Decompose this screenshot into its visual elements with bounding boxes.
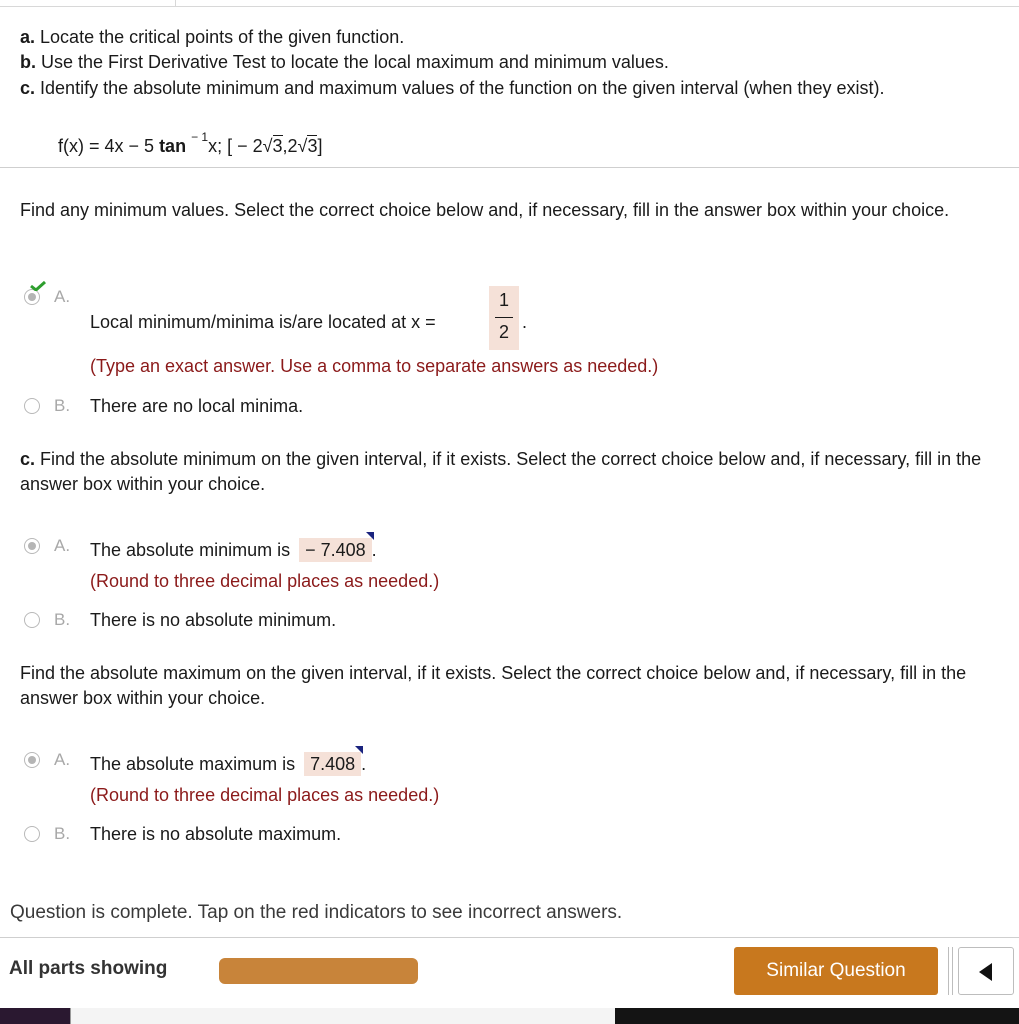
similar-question-button[interactable]: Similar Question bbox=[734, 947, 938, 995]
completion-status: Question is complete. Tap on the red indicators to see incorrect answers. bbox=[10, 902, 623, 923]
q3-choice-a-line bbox=[90, 752, 366, 776]
function-exponent: − 1 bbox=[191, 130, 209, 144]
top-divider bbox=[0, 6, 1019, 7]
q2-prompt-text: Find the absolute minimum on the given interval, if it exists. Select the correct choice below and, if necessary, fill in the answer box within your choice. bbox=[20, 449, 982, 494]
q1-choice-b-text: There are no local minima. bbox=[90, 396, 304, 416]
instruction-b-label: b. bbox=[20, 52, 36, 72]
q2-prompt-label: c. bbox=[20, 449, 36, 469]
q1-choice-a-letter: A. bbox=[54, 287, 71, 306]
q1-answer-box[interactable] bbox=[489, 286, 519, 350]
function-expression bbox=[58, 129, 322, 158]
q2-choice-a-hint: (Round to three decimal places as needed.) bbox=[90, 571, 440, 591]
fraction-bar bbox=[495, 317, 513, 318]
sqrt-sign-icon: √ bbox=[262, 136, 273, 156]
q3-answer-box[interactable] bbox=[304, 752, 361, 776]
function-prefix: f(x) = 4x − 5 bbox=[58, 136, 155, 156]
q3-choice-a-text: The absolute maximum is bbox=[90, 754, 296, 774]
q3-choice-a-letter: A. bbox=[54, 750, 71, 769]
instruction-c bbox=[20, 76, 884, 100]
q2-choice-b-letter: B. bbox=[54, 610, 71, 629]
instruction-a-text: Locate the critical points of the given function. bbox=[40, 27, 405, 47]
function-mid: ,2 bbox=[282, 136, 298, 156]
q2-choice-b-radio[interactable] bbox=[24, 612, 40, 628]
function-close: ] bbox=[317, 136, 323, 156]
function-sqrt-1: 3 bbox=[272, 136, 283, 156]
fraction-numerator: 1 bbox=[498, 290, 509, 310]
q3-choice-b-text: There is no absolute maximum. bbox=[90, 824, 342, 844]
q3-period: . bbox=[361, 754, 367, 774]
q2-choice-b-text: There is no absolute minimum. bbox=[90, 610, 337, 630]
answer-corner-marker-icon bbox=[366, 532, 374, 540]
q3-prompt: Find the absolute maximum on the given interval, if it exists. Select the correct choice below and, if necessary, fill in the answer box within your choice. bbox=[20, 663, 967, 708]
q1-choice-b-letter: B. bbox=[54, 396, 71, 415]
all-parts-label: All parts showing bbox=[9, 958, 168, 979]
q2-prompt bbox=[20, 447, 1015, 497]
bottom-taskbar-window bbox=[70, 1008, 616, 1024]
q2-choice-a-line bbox=[90, 538, 377, 562]
progress-bar bbox=[219, 958, 418, 984]
q1-choice-a-text: Local minimum/minima is/are located at x = bbox=[90, 312, 436, 332]
instruction-c-text: Identify the absolute minimum and maximum values of the function on the given interval (when they exist). bbox=[40, 78, 885, 98]
q3-choice-a-radio[interactable] bbox=[24, 752, 40, 768]
function-suffix: x; [ − 2 bbox=[208, 136, 263, 156]
q3-choice-a-hint: (Round to three decimal places as needed.) bbox=[90, 785, 440, 805]
function-tan: tan bbox=[159, 136, 187, 156]
fraction-denominator: 2 bbox=[498, 322, 509, 342]
instruction-a bbox=[20, 25, 404, 49]
q1-choice-b-radio[interactable] bbox=[24, 398, 40, 414]
q2-answer-box[interactable] bbox=[299, 538, 372, 562]
q3-choice-b-radio[interactable] bbox=[24, 826, 40, 842]
q1-period: . bbox=[522, 312, 528, 332]
q2-choice-a-text: The absolute minimum is bbox=[90, 540, 291, 560]
q1-prompt: Find any minimum values. Select the correct choice below and, if necessary, fill in the answer box within your choice. bbox=[20, 200, 950, 220]
footer-separator bbox=[952, 947, 953, 995]
q2-period: . bbox=[371, 540, 377, 560]
instruction-a-label: a. bbox=[20, 27, 36, 47]
sqrt-sign-icon: √ bbox=[297, 136, 308, 156]
q2-choice-a-radio[interactable] bbox=[24, 538, 40, 554]
left-triangle-icon bbox=[979, 963, 992, 981]
instruction-c-label: c. bbox=[20, 78, 36, 98]
q3-answer-value: 7.408 bbox=[310, 754, 356, 774]
previous-button[interactable] bbox=[958, 947, 1014, 995]
correct-check-icon bbox=[30, 281, 46, 291]
footer-separator bbox=[948, 947, 949, 995]
q2-answer-value: − 7.408 bbox=[305, 540, 366, 560]
instruction-b bbox=[20, 50, 669, 74]
footer-divider bbox=[0, 937, 1019, 938]
q1-choice-a-radio[interactable] bbox=[24, 289, 40, 305]
answer-corner-marker-icon bbox=[355, 746, 363, 754]
section-divider bbox=[0, 167, 1019, 168]
bottom-taskbar-right bbox=[615, 1008, 1019, 1024]
q3-choice-b-letter: B. bbox=[54, 824, 71, 843]
instruction-b-text: Use the First Derivative Test to locate the local maximum and minimum values. bbox=[41, 52, 669, 72]
function-sqrt-2: 3 bbox=[307, 136, 318, 156]
bottom-taskbar-left bbox=[0, 1008, 70, 1024]
q2-choice-a-letter: A. bbox=[54, 536, 71, 555]
q1-choice-a-hint: (Type an exact answer. Use a comma to separate answers as needed.) bbox=[90, 356, 659, 376]
top-divider-tick bbox=[175, 0, 176, 6]
